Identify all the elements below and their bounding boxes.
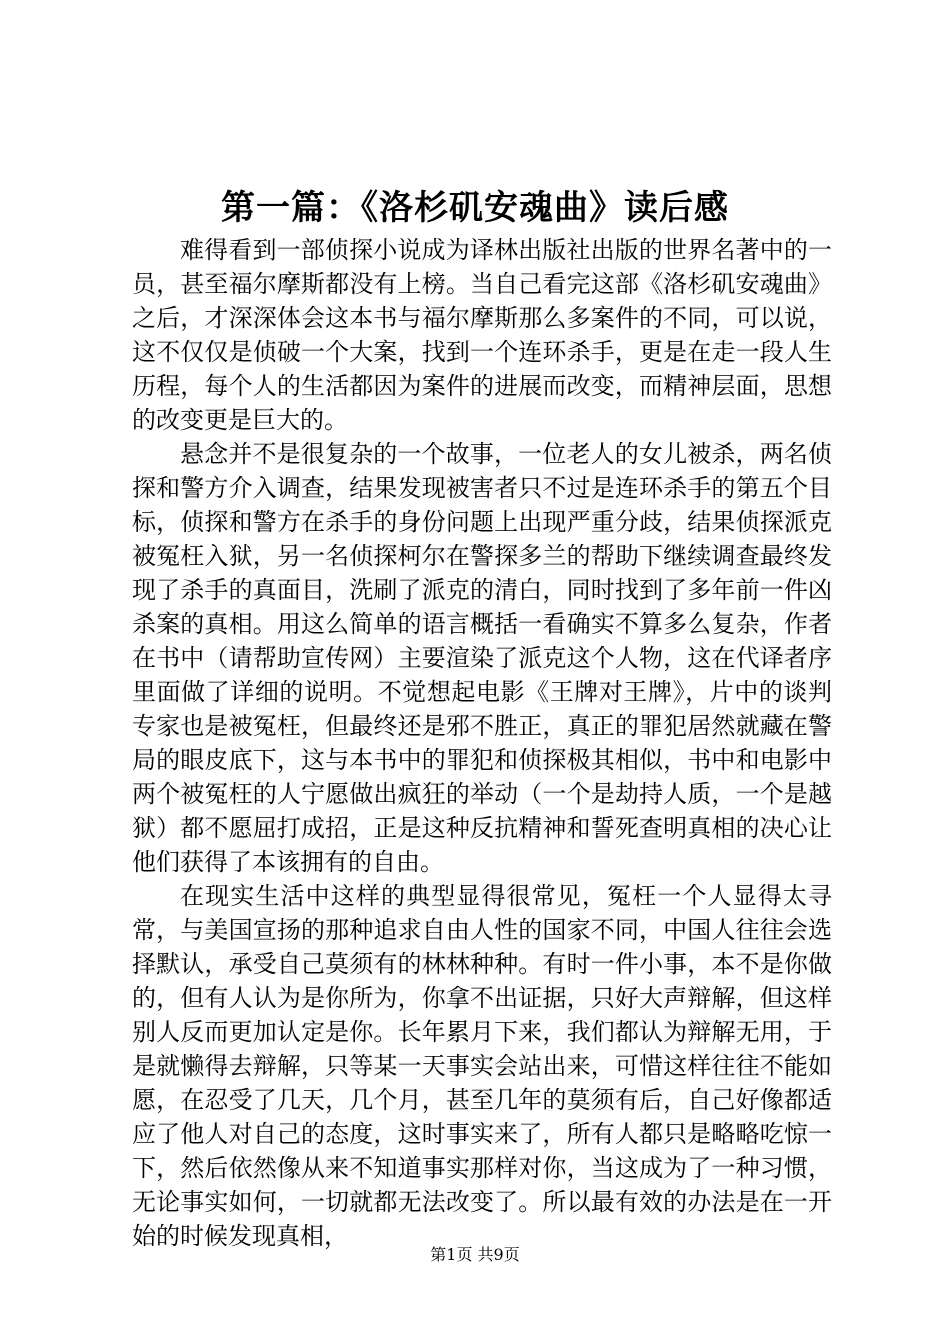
- document-body: [132, 233, 832, 1253]
- paragraph-1: 难得看到一部侦探小说成为译林出版社出版的世界名著中的一员，甚至福尔摩斯都没有上榜。当自己看完这部《洛杉矶安魂曲》之后，才深深体会这本书与福尔摩斯那么多案件的不同，可以说，这不仅仅是侦破一个大案，找到一个连环杀手，更是在走一段人生历程，每个人的生活都因为案件的进展而改变，而精神层面，思想的改变更是巨大的。: [132, 236, 832, 434]
- paragraph-2: 悬念并不是很复杂的一个故事，一位老人的女儿被杀，两名侦探和警方介入调查，结果发现被害者只不过是连环杀手的第五个目标，侦探和警方在杀手的身份问题上出现严重分歧，结果侦探派克被冤枉入狱，另一名侦探柯尔在警探多兰的帮助下继续调查最终发现了杀手的真面目，洗刷了派克的清白，同时找到了多年前一件凶杀案的真相。用这么简单的语言概括一看确实不算多么复杂，作者在书中（请帮助宣传网）主要渲染了派克这个人物，这在代译者序里面做了详细的说明。不觉想起电影《王牌对王牌》，片中的谈判专家也是被冤枉，但最终还是邪不胜正，真正的罪犯居然就藏在警局的眼皮底下，这与本书中的罪犯和侦探极其相似，书中和电影中两个被冤枉的人宁愿做出疯狂的举动（一个是劫持人质，一个是越狱）都不愿屈打成招，正是这种反抗精神和誓死查明真相的决心让他们获得了本该拥有的自由。: [132, 440, 832, 876]
- page-footer: 第1页 共9页: [430, 1245, 520, 1264]
- paragraph-3: 在现实生活中这样的典型显得很常见，冤枉一个人显得太寻常，与美国宣扬的那种追求自由人性的国家不同，中国人往往会选择默认，承受自己莫须有的林林种种。有时一件小事，本不是你做的，但有人认为是你所为，你拿不出证据，只好大声辩解，但这样别人反而更加认定是你。长年累月下来，我们都认为辩解无用，于是就懒得去辩解，只等某一天事实会站出来，可惜这样往往不能如愿，在忍受了几天，几个月，甚至几年的莫须有后，自己好像都适应了他人对自己的态度，这时事实来了，所有人都只是略略吃惊一下，然后依然像从来不知道事实那样对你，当这成为了一种习惯，无论事实如何，一切就都无法改变了。所以最有效的办法是在一开始的时候发现真相，: [132, 882, 832, 1250]
- document-title: 第一篇：《洛杉矶安魂曲》读后感: [221, 188, 729, 228]
